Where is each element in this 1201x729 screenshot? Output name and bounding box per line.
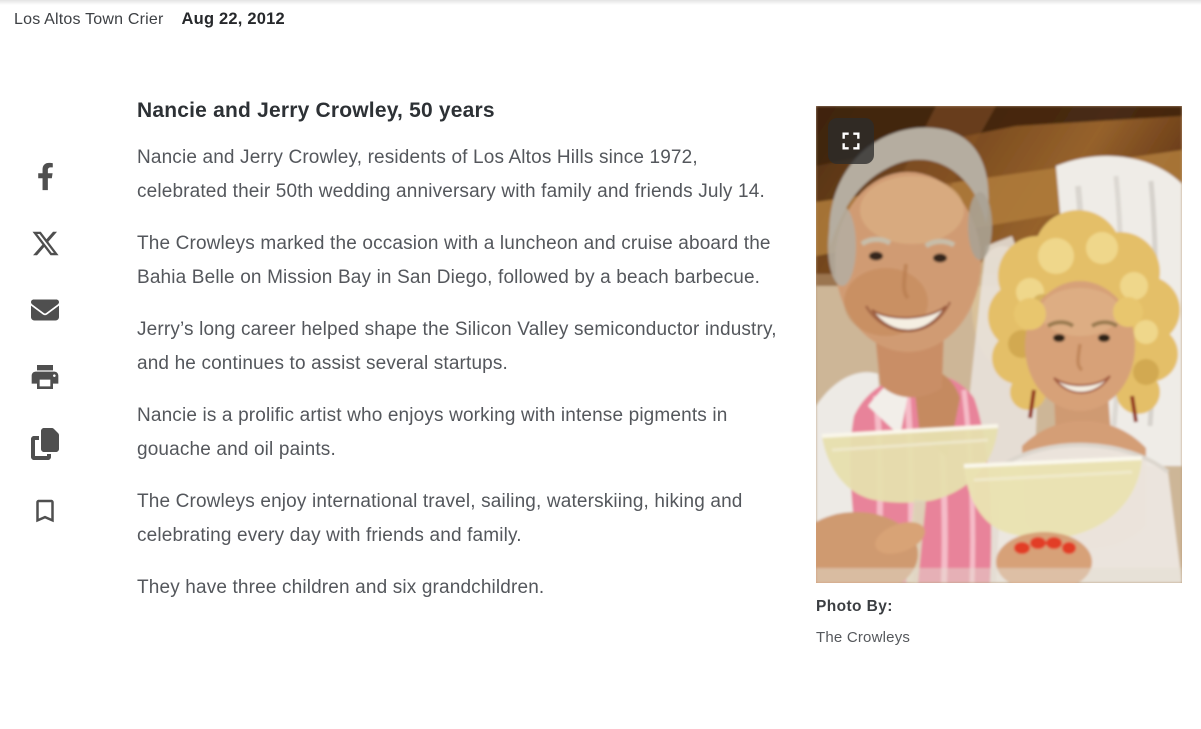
email-icon xyxy=(28,296,62,324)
share-copy-button[interactable] xyxy=(27,427,63,461)
article-paragraph: They have three children and six grandchildren. xyxy=(137,577,545,598)
share-rail xyxy=(27,159,63,528)
expand-icon xyxy=(840,130,862,152)
article-photo-figure xyxy=(816,106,1182,646)
x-twitter-icon xyxy=(31,229,60,258)
site-name-link[interactable]: Los Altos Town Crier xyxy=(14,11,164,28)
article-paragraph: The Crowleys marked the occasion with a luncheon and cruise aboard the Bahia Belle on Mission Bay in San Diego, followed by a beach barbecue. xyxy=(137,233,771,288)
share-x-twitter-button[interactable] xyxy=(27,226,63,260)
photo-caption-credit: The Crowleys xyxy=(816,629,911,646)
site-header xyxy=(14,10,285,29)
facebook-icon xyxy=(37,161,54,192)
article-paragraph: The Crowleys enjoy international travel, sailing, waterskiing, hiking and celebrating every day with friends and family. xyxy=(137,491,743,546)
article-photo[interactable] xyxy=(816,106,1182,583)
photo-illustration xyxy=(816,106,1182,583)
share-print-button[interactable] xyxy=(27,360,63,394)
article-paragraph: Nancie and Jerry Crowley, residents of Los Altos Hills since 1972, celebrated their 50th wedding anniversary with family and friends July 14. xyxy=(137,147,765,202)
article-date: Aug 22, 2012 xyxy=(181,10,285,28)
top-edge-shadow xyxy=(0,0,1201,5)
copy-icon xyxy=(31,428,59,460)
share-email-button[interactable] xyxy=(27,293,63,327)
bookmark-icon xyxy=(30,496,60,526)
print-icon xyxy=(29,361,61,393)
article-title: Nancie and Jerry Crowley, 50 years xyxy=(137,99,495,122)
photo-caption-label: Photo By: xyxy=(816,598,893,615)
article-paragraph: Nancie is a prolific artist who enjoys working with intense pigments in gouache and oil paints. xyxy=(137,405,728,460)
article-body xyxy=(137,98,792,624)
share-facebook-button[interactable] xyxy=(27,159,63,193)
photo-expand-button[interactable] xyxy=(828,118,874,164)
share-bookmark-button[interactable] xyxy=(27,494,63,528)
article-paragraph: Jerry’s long career helped shape the Silicon Valley semiconductor industry, and he continues to assist several startups. xyxy=(137,319,777,374)
